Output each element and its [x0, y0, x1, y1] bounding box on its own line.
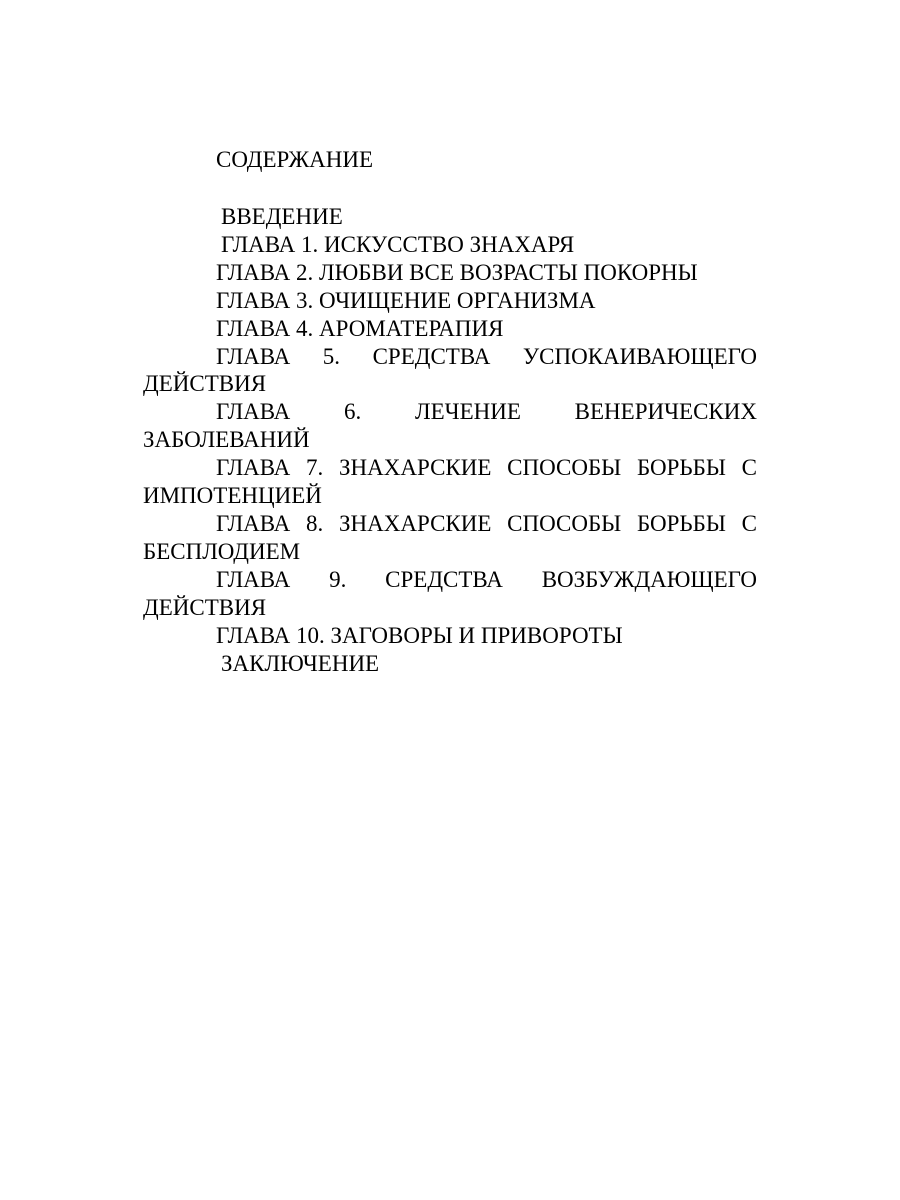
toc-entry-chapter-1: ГЛАВА 1. ИСКУССТВО ЗНАХАРЯ [221, 231, 575, 257]
toc-entry-conclusion: ЗАКЛЮЧЕНИЕ [221, 650, 380, 676]
page-title: СОДЕРЖАНИЕ [216, 147, 374, 172]
toc-entry-chapter-7: ГЛАВА 7. ЗНАХАРСКИЕ СПОСОБЫ БОРЬБЫ С ИМПОТЕНЦИЕЙ [143, 455, 757, 509]
toc-entry-chapter-3: ГЛАВА 3. ОЧИЩЕНИЕ ОРГАНИЗМА [216, 287, 596, 313]
toc-entry-chapter-10: ГЛАВА 10. ЗАГОВОРЫ И ПРИВОРОТЫ [216, 622, 623, 648]
toc-entry-chapter-6: ГЛАВА 6. ЛЕЧЕНИЕ ВЕНЕРИЧЕСКИХ ЗАБОЛЕВАНИЙ [143, 399, 757, 453]
toc-entry-chapter-4: ГЛАВА 4. АРОМАТЕРАПИЯ [216, 315, 504, 341]
table-of-contents [143, 203, 757, 677]
toc-entry-chapter-9: ГЛАВА 9. СРЕДСТВА ВОЗБУЖДАЮЩЕГО ДЕЙСТВИЯ [143, 566, 757, 620]
toc-entry-introduction: ВВЕДЕНИЕ [221, 204, 343, 229]
toc-entry-chapter-8: ГЛАВА 8. ЗНАХАРСКИЕ СПОСОБЫ БОРЬБЫ С БЕСПЛОДИЕМ [143, 510, 757, 564]
toc-entry-chapter-5: ГЛАВА 5. СРЕДСТВА УСПОКАИВАЮЩЕГО ДЕЙСТВИЯ [143, 343, 757, 397]
toc-entry-chapter-2: ГЛАВА 2. ЛЮБВИ ВСЕ ВОЗРАСТЫ ПОКОРНЫ [216, 259, 698, 285]
